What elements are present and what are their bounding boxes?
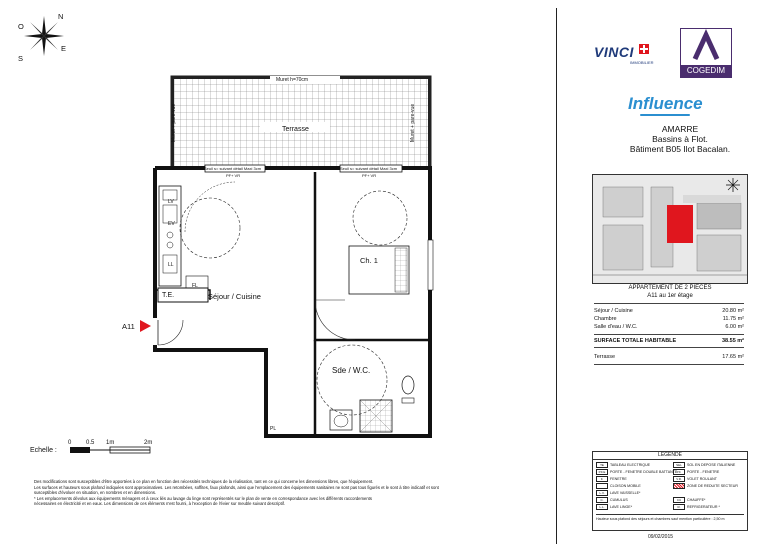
scale-tick-0: 0 xyxy=(68,440,72,446)
area-room-name: Séjour / Cuisine xyxy=(594,308,633,314)
cogedim-logo xyxy=(680,28,732,78)
scale-label: Echelle : xyxy=(30,447,57,454)
seuil-left-label: Seuil s= suivant détail Maxi 3cm xyxy=(204,166,262,171)
ev-label: EV xyxy=(168,221,175,227)
te-label: T.E. xyxy=(162,292,175,299)
project-line-2: Bassins à Flot. xyxy=(652,134,708,144)
legend-item: C. CUMULUS xyxy=(596,497,628,503)
disclaimer-line-2: Les surfaces et hauteurs sous plafond indiquées sont approximatives. Les retombées, soffites, faux plafonds, ainsi que l'emplacement des équipements sanitaires ne sont pas tous figurés et le sont à titre indicatif et sont susceptibles d'évoluer en situation, en nombres et en dimensions. xyxy=(34,484,439,496)
area-row-sejour xyxy=(594,308,744,314)
project-name: AMARRE xyxy=(661,124,699,134)
area-room-name: Salle d'eau / W.C. xyxy=(594,324,638,330)
legend-item: P.F.E PORTE - FENETRE DOUBLE BATTANTE xyxy=(596,469,677,475)
terrace-area-label: Terrasse xyxy=(594,354,616,360)
legend-item: P.F. PORTE - FENETRE xyxy=(673,469,719,475)
disclaimer-line-1: Des modifications sont susceptibles d'être apportées à ce plan en fonction des nécessités techniques de la réalisation, tant en ce qui concerne les dimensions libres, que l'équipement. xyxy=(34,479,374,484)
compass-west: O xyxy=(18,22,24,31)
area-row-sde xyxy=(594,324,744,330)
entry-arrow-icon xyxy=(140,320,151,332)
project-info xyxy=(590,124,770,154)
compass-east: E xyxy=(61,44,67,53)
area-value: 11.75 m² xyxy=(722,316,744,322)
pf-right-label: PF+ VR xyxy=(362,173,377,178)
legend-item: R. REFRIGERATEUR * xyxy=(673,504,720,510)
vinci-wordmark: VINCI xyxy=(594,44,634,60)
project-line-3: Bâtiment B05 Ilot Bacalan. xyxy=(629,144,731,154)
ll-label: LL xyxy=(168,262,174,268)
terrace-area-value: 17.65 m² xyxy=(722,354,744,360)
apartment-title: APPARTEMENT DE 2 PIECES xyxy=(628,285,712,291)
legend-item: SEL SOL EN DEPOSE ITALIENNE xyxy=(673,462,735,468)
legend-note: Hauteur sous plafond des séjours et chambres sauf mention particulière : 2,50 m xyxy=(596,514,744,521)
plan-date: 09/02/2015 xyxy=(648,534,674,540)
seuil-right-label: Seuil s= suivant détail Maxi 3cm xyxy=(340,166,398,171)
apartment-subtitle: A11 au 1er étage xyxy=(647,293,693,299)
vinci-logo xyxy=(594,44,654,65)
room-sejour-label: Séjour / Cuisine xyxy=(208,292,261,301)
legend-item: L.V. LAVE VAISSELLE* xyxy=(596,490,640,496)
terrace-right-label: Muret + pare-vue xyxy=(410,103,417,143)
legend-item: ZONE DE REDUITE SECTEUR xyxy=(673,483,738,489)
divider xyxy=(594,303,744,304)
legend-title: LEGENDE xyxy=(593,452,747,460)
area-value: 6.00 m² xyxy=(725,324,744,330)
legend-item: L.L. LAVE LINGE* xyxy=(596,504,632,510)
area-row-total xyxy=(594,338,744,344)
program-underline xyxy=(640,114,690,116)
location-map xyxy=(592,174,748,284)
terrace-label: Terrasse xyxy=(282,126,309,133)
divider xyxy=(594,347,744,348)
legend-item: F. FENETRE xyxy=(596,476,627,482)
area-room-name: Chambre xyxy=(594,316,617,322)
terrace-left-label: Muret + pare-vue xyxy=(171,103,178,143)
disclaimer-line-4: nécessaires en électricité et en eaux. Les dimensions de ces éléments n'est fourni, à l'exception de l'évier sur meuble suivant descriptif. xyxy=(34,501,285,507)
room-chambre-label: Ch. 1 xyxy=(360,256,378,265)
fl-label: FL xyxy=(192,283,198,289)
total-value: 38.55 m² xyxy=(721,338,744,344)
program-logo: Influence xyxy=(628,94,703,113)
divider xyxy=(594,364,744,365)
entry-label: A11 xyxy=(122,322,135,331)
legend-box xyxy=(592,451,748,531)
area-row-chambre xyxy=(594,316,744,322)
total-label: SURFACE TOTALE HABITABLE xyxy=(594,338,677,344)
legend-item: V.R. VOLET ROULANT xyxy=(673,476,717,482)
scale-tick-2m: 2m xyxy=(144,440,153,446)
scale-tick-05: 0.5 xyxy=(86,440,95,446)
map-compass-icon xyxy=(725,177,741,193)
scale-tick-1m: 1m xyxy=(106,440,115,446)
legend-item: CLOISON MOBILE xyxy=(596,483,641,489)
vinci-subtitle: IMMOBILIER xyxy=(630,60,654,65)
cogedim-a-icon xyxy=(681,29,731,63)
disclaimer-line-3: * Les emplacements dévolus aux équipements ménagers et à ceux liés au lavage du linge sont représentés sur le plan de vente en correspondance avec les différents raccordements xyxy=(34,495,372,501)
divider xyxy=(594,334,744,335)
legend-item: CU CHAUFFE* xyxy=(673,497,705,503)
compass-south: S xyxy=(18,54,24,63)
toilet xyxy=(402,376,414,394)
area-row-terrace xyxy=(594,354,744,360)
terrace-muret-label: Muret h=70cm xyxy=(276,77,309,83)
vinci-cross-icon xyxy=(639,44,649,54)
disclaimer xyxy=(34,479,454,507)
room-sde-label: Sde / W.C. xyxy=(332,366,371,375)
pf-left-label: PF+ VR xyxy=(226,173,241,178)
compass-north: N xyxy=(58,12,64,21)
lv-label: LV xyxy=(168,199,174,205)
pl-label: PL xyxy=(270,426,277,432)
cogedim-wordmark: COGEDIM xyxy=(681,65,731,77)
area-value: 20.80 m² xyxy=(722,308,744,314)
legend-item: TE TABLEAU ELECTRIQUE xyxy=(596,462,650,468)
